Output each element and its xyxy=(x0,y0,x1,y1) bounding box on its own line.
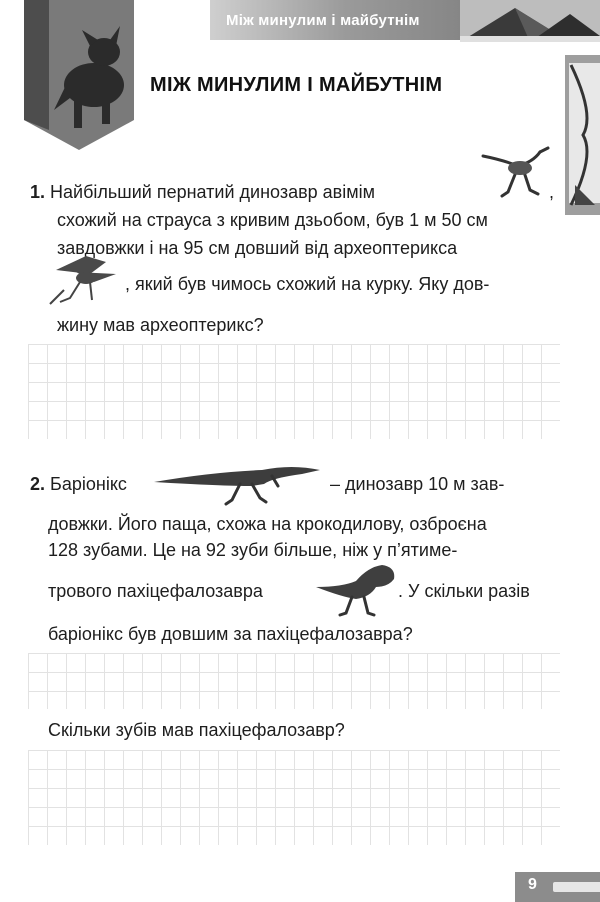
month-tab xyxy=(24,0,134,150)
task2-answer-grid-2[interactable] xyxy=(28,750,560,845)
pachycephalosaurus-dino-image xyxy=(312,557,402,619)
pyramids-image xyxy=(460,0,600,42)
task2-line3: 128 зубами. Це на 92 зуби більше, ніж у п’ятиме- xyxy=(48,540,458,560)
task1-line5: жину мав археоптерикс? xyxy=(57,315,264,335)
task2-line1-end: – динозавр 10 м зав- xyxy=(330,474,505,494)
header-band-title: Між минулим і майбутнім xyxy=(226,12,420,29)
task2-line1-start xyxy=(30,469,127,499)
task2-line2: довжки. Його паща, схожа на крокодилову, озброєна xyxy=(48,514,487,534)
page-number: 9 xyxy=(528,876,537,893)
task1-line2: схожий на страуса з кривим дзьобом, був 1 м 50 см xyxy=(57,210,488,230)
task1-line1-text: Найбільший пернатий динозавр авімім xyxy=(50,182,375,202)
task1-answer-grid[interactable] xyxy=(28,344,560,439)
task1-number: 1. xyxy=(30,182,46,202)
task2-line4-start: трового пахіцефалозавра xyxy=(48,581,263,601)
archaeopteryx-dino-image xyxy=(46,250,126,308)
page-title: МІЖ МИНУЛИМ І МАЙБУТНІМ xyxy=(150,74,443,96)
task2-question2: Скільки зубів мав пахіцефалозавр? xyxy=(48,720,345,740)
task2-line5: баріонікс був довшим за пахіцефалозавра? xyxy=(48,624,413,644)
month-label: ЖОВТЕНЬ xyxy=(6,51,22,129)
task1-line3: завдовжки і на 95 см довший від археоптерикса xyxy=(57,238,458,258)
task2-line4-end: . У скільки разів xyxy=(398,581,530,601)
hourglass-image xyxy=(565,55,600,215)
task2-answer-grid-1[interactable] xyxy=(28,653,560,709)
task1-line4: , який був чимось схожий на курку. Яку дов- xyxy=(125,274,490,294)
task1-line1 xyxy=(30,177,375,207)
task2-number: 2. xyxy=(30,474,46,494)
task2-line1-start-text: Баріонікс xyxy=(50,474,127,494)
baryonyx-dino-image xyxy=(152,456,322,506)
task1-line1-tail: , xyxy=(549,182,555,202)
avimimus-dino-image xyxy=(478,142,558,202)
